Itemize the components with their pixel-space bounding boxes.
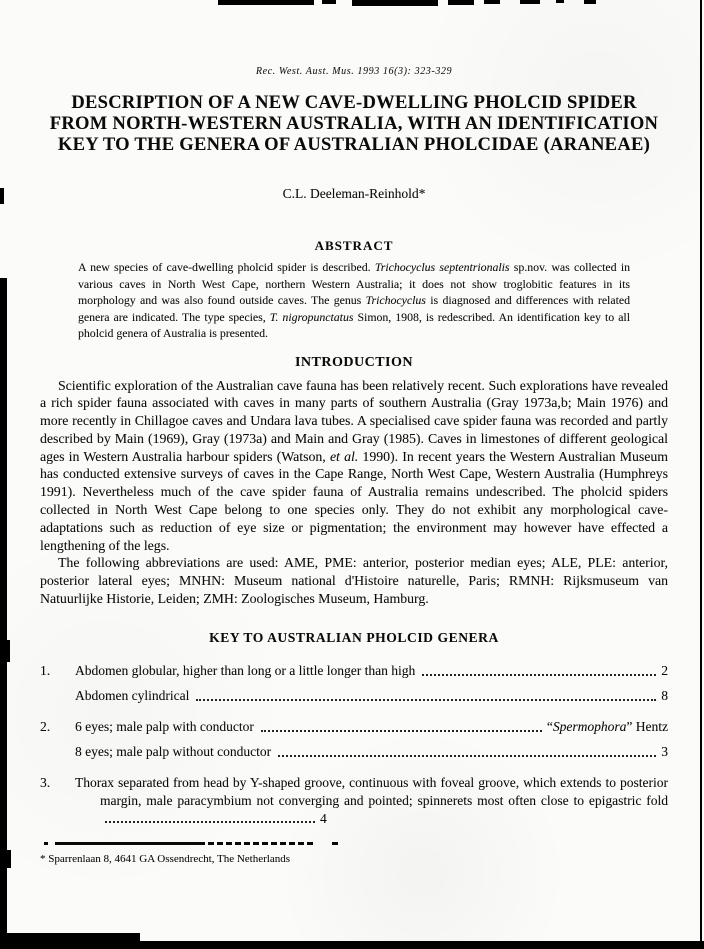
abstract-text: A new species of cave-dwelling pholcid spider is described. Trichocyclus septentrionalis sp.nov. was collected in various caves in North West Cape, northern Western Australia; it does not show troglobitic features in its morphology and was also found outside caves. The genus Trichocyclus is diagnosed and differences with related genera are indicated. The type species, T. nigropunctatus Simon, 1908, is redescribed. An identification key to all pholcid genera of Australia is presented. [78,260,630,340]
key-row-1b [40,687,668,705]
key-item-ref: 3 [661,743,668,759]
key-item-text: Thorax separated from head by Y-shaped groove, continuous with foveal groove, which extends to posterior margin, male paracymbium not converging and pointed; spinnerets most often close to epigastric fold [75,774,668,808]
footnote-rule-solid [55,842,205,845]
scan-artifact-top-smudge [218,0,314,5]
footnote-rule-dashed [208,842,313,845]
scan-artifact-right-line [700,0,702,949]
key-item-ref: “Spermophora” Hentz [546,718,668,734]
scan-artifact-top-smudge [556,0,564,3]
key-row-1a [40,662,668,680]
scan-artifact-top-smudge [484,0,500,4]
paper-title-line-1: DESCRIPTION OF A NEW CAVE-DWELLING PHOLCID SPIDER [71,93,637,113]
scan-artifact-left-tick [0,188,4,204]
key-row-2a [40,718,668,736]
scan-artifact-top-smudge [584,0,596,4]
scan-artifact-top-smudge [322,0,336,4]
key-item-ref: 8 [661,687,668,703]
paper-title-line-2: FROM NORTH-WESTERN AUSTRALIA, WITH AN IDENTIFICATION [49,114,659,134]
identification-key-list [40,662,668,828]
key-row-2b [40,743,668,761]
footnote-text: * Sparrenlaan 8, 4641 GA Ossendrecht, The Netherlands [40,852,290,865]
footnote-rule [40,842,668,846]
scan-artifact-top-smudge [520,0,540,4]
key-item-ref: 2 [661,662,668,678]
paper-title [40,93,668,156]
key-item-number: 1. [40,662,51,678]
introduction-paragraph-1-text: Scientific exploration of the Australian cave fauna has been relatively recent. Such explorations have revealed a rich spider fauna associated with caves in many parts of southern Australia (Gray 1973a,b; Main 1976) and more recently in Chillagoe caves and Undara lava tubes. A specialised cave spider fauna was recorded and partly described by Main (1969), Gray (1973a) and Main and Gray (1985). Caves in limestones of different geological ages in Western Australia harbour spiders (Watson, et al. 1990). In recent years the Western Australian Museum has conducted extensive surveys of caves in the Cape Range, North West Cape, Western Australia (Humphreys 1991). Nevertheless much of the cave spider fauna of Australia remains undescribed. The pholcid spiders collected in North West Cape belong to one species only. They do not exhibit any morphological cave-adaptations such as reduction of eye size or pigmentation; the environment may however have effected a lengthening of the legs. [40,377,669,553]
key-item-text: 8 eyes; male palp without conductor [75,743,272,759]
scan-artifact-bottom-left-blob [0,933,140,949]
scan-artifact-left-bump [0,640,10,662]
dot-leader [261,730,542,732]
footnote-rule-tick [332,842,338,845]
dot-leader [278,755,656,757]
scan-artifact-left-bump [0,850,11,868]
key-item-text: Abdomen globular, higher than long or a little longer than high [75,662,416,678]
scan-artifact-left-bar [0,278,7,949]
scan-artifact-top-smudge [352,0,438,6]
dot-leader [422,674,656,676]
paper-title-line-3: KEY TO THE GENERA OF AUSTRALIAN PHOLCIDAE (ARANEAE) [57,135,651,155]
key-item-ref: 4 [320,810,327,826]
journal-citation: Rec. West. Aust. Mus. 1993 16(3): 323-329 [255,66,453,77]
footnote-rule-dot [44,842,48,845]
key-item-text: Abdomen cylindrical [75,687,190,703]
introduction-heading: INTRODUCTION [294,354,413,370]
dot-leader [105,818,315,823]
introduction-paragraph-2 [40,554,668,607]
introduction-paragraph-2-text: The following abbreviations are used: AME, PME: anterior, posterior median eyes; ALE, PLE: anterior, posterior lateral eyes; MNHN: Museum national d'Histoire naturelle, Paris; RMNH: Rijksmuseum van Natuurlijke Historie, Leiden; ZMH: Zoologisches Museum, Hamburg. [40,555,668,607]
dot-leader [196,699,656,701]
key-item-number: 2. [40,718,51,734]
abstract-heading: ABSTRACT [314,238,394,253]
introduction-paragraph-1 [40,377,668,555]
author-line: C.L. Deeleman-Reinhold* [282,186,426,201]
key-row-3 [40,774,668,828]
key-item-text: 6 eyes; male palp with conductor [75,718,254,734]
scan-artifact-top-smudge [448,0,474,5]
key-item-number: 3. [40,774,51,790]
key-heading: KEY TO AUSTRALIAN PHOLCID GENERA [209,629,499,645]
